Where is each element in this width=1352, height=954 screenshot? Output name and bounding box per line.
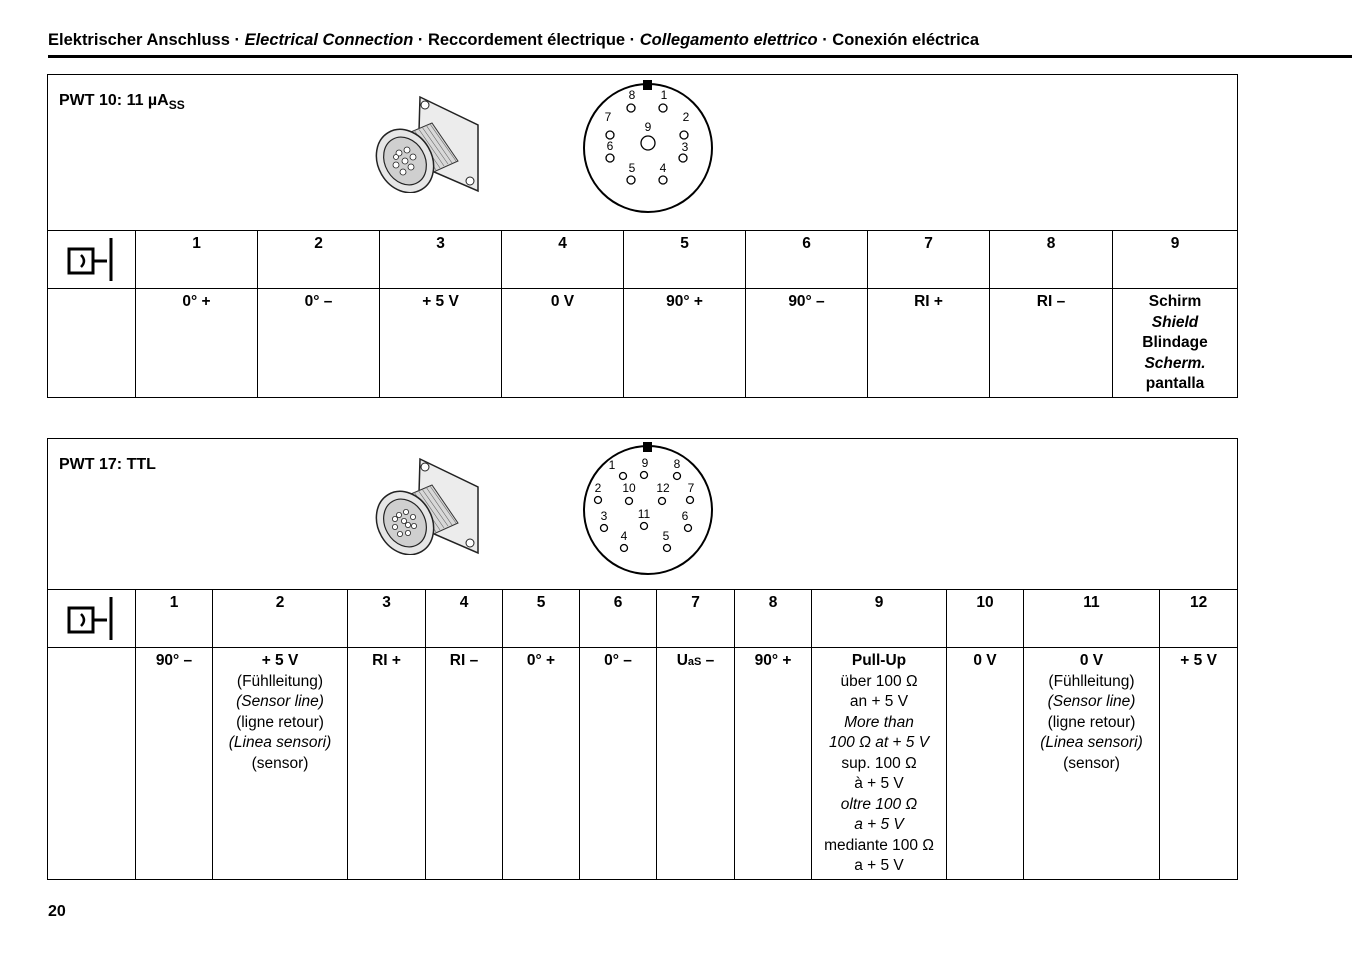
svg-text:7: 7 bbox=[687, 481, 695, 495]
signal-cell: 90° + bbox=[735, 648, 812, 880]
signal-cell: 0 V (Fühlleitung) (Sensor line) (ligne retour) (Linea sensori) (sensor) bbox=[1024, 648, 1160, 880]
pin-face-diagram bbox=[581, 442, 715, 576]
empty-cell bbox=[48, 648, 136, 880]
pin-number: 6 bbox=[580, 590, 657, 648]
signal-cell: RI – bbox=[990, 289, 1113, 398]
pin-number: 8 bbox=[990, 231, 1113, 289]
pwt17-title: PWT 17: TTL bbox=[59, 456, 156, 473]
svg-text:4: 4 bbox=[659, 161, 667, 175]
signal-cell: 0° + bbox=[503, 648, 580, 880]
pin-number: 10 bbox=[947, 590, 1024, 648]
pwt10-title-cell bbox=[48, 75, 1238, 231]
svg-text:9: 9 bbox=[641, 456, 649, 470]
header-rule bbox=[48, 55, 1352, 58]
svg-text:3: 3 bbox=[600, 509, 608, 523]
svg-text:1: 1 bbox=[660, 88, 668, 102]
pinout-table-pwt10 bbox=[47, 74, 1238, 398]
header-italian: Collegamento elettrico bbox=[639, 31, 818, 49]
header-german: Elektrischer Anschluss · bbox=[48, 31, 245, 49]
signal-cell: 0° – bbox=[258, 289, 380, 398]
shield-cell: Schirm Shield Blindage Scherm. pantalla bbox=[1113, 289, 1238, 398]
signal-cell: + 5 V bbox=[380, 289, 502, 398]
signal-cell: 0° – bbox=[580, 648, 657, 880]
signal-cell: + 5 V (Fühlleitung) (Sensor line) (ligne retour) (Linea sensori) (sensor) bbox=[213, 648, 348, 880]
svg-text:9: 9 bbox=[644, 120, 652, 134]
pin-number: 2 bbox=[213, 590, 348, 648]
pin-number: 5 bbox=[503, 590, 580, 648]
pin-number: 3 bbox=[380, 231, 502, 289]
svg-text:11: 11 bbox=[637, 507, 651, 521]
connector-symbol-icon bbox=[67, 235, 115, 282]
pin-number: 7 bbox=[868, 231, 990, 289]
page-header bbox=[48, 31, 979, 50]
pin-number: 5 bbox=[624, 231, 746, 289]
pin-number: 4 bbox=[426, 590, 503, 648]
pin-number: 12 bbox=[1160, 590, 1238, 648]
svg-text:2: 2 bbox=[682, 110, 690, 124]
svg-text:5: 5 bbox=[662, 529, 670, 543]
svg-text:7: 7 bbox=[604, 110, 612, 124]
svg-text:6: 6 bbox=[606, 139, 614, 153]
svg-text:10: 10 bbox=[622, 481, 636, 495]
pin-number: 3 bbox=[348, 590, 426, 648]
svg-text:8: 8 bbox=[673, 457, 681, 471]
connector-symbol-icon bbox=[67, 594, 115, 641]
signal-cell: 90° – bbox=[136, 648, 213, 880]
signal-cell: 0° + bbox=[136, 289, 258, 398]
pin-number: 7 bbox=[657, 590, 735, 648]
pwt17-title-cell bbox=[48, 439, 1238, 590]
signal-cell: Pull-Up über 100 Ω an + 5 V More than 100 Ω at + 5 V sup. 100 Ω à + 5 V oltre 100 Ω a + 5 V mediante 100 Ω a + 5 V bbox=[812, 648, 947, 880]
pin-face-diagram bbox=[581, 80, 715, 214]
pin-number: 1 bbox=[136, 590, 213, 648]
pin-number: 2 bbox=[258, 231, 380, 289]
signal-cell: RI + bbox=[868, 289, 990, 398]
signal-cell: RI + bbox=[348, 648, 426, 880]
svg-text:4: 4 bbox=[620, 529, 628, 543]
connector-image bbox=[370, 457, 482, 555]
svg-text:3: 3 bbox=[681, 140, 689, 154]
pin-number: 8 bbox=[735, 590, 812, 648]
connector-symbol-cell bbox=[48, 590, 136, 648]
pin-number: 11 bbox=[1024, 590, 1160, 648]
svg-text:8: 8 bbox=[628, 88, 636, 102]
signal-cell: UaS – bbox=[657, 648, 735, 880]
pin-number: 6 bbox=[746, 231, 868, 289]
empty-cell bbox=[48, 289, 136, 398]
pin-number: 9 bbox=[1113, 231, 1238, 289]
signal-cell: 90° + bbox=[624, 289, 746, 398]
page-number: 20 bbox=[48, 903, 66, 920]
pin-number: 9 bbox=[812, 590, 947, 648]
svg-text:12: 12 bbox=[656, 481, 670, 495]
pin-number: 4 bbox=[502, 231, 624, 289]
svg-text:1: 1 bbox=[608, 458, 616, 472]
signal-cell: + 5 V bbox=[1160, 648, 1238, 880]
header-spanish: · Conexión eléctrica bbox=[817, 31, 980, 49]
pwt10-title: PWT 10: 11 µA$_{SS}$ bbox=[59, 92, 185, 112]
svg-text:2: 2 bbox=[594, 481, 602, 495]
signal-cell: 90° – bbox=[746, 289, 868, 398]
svg-text:5: 5 bbox=[628, 161, 636, 175]
signal-cell: 0 V bbox=[947, 648, 1024, 880]
header-english: Electrical Connection bbox=[244, 31, 414, 49]
pinout-table-pwt17 bbox=[47, 438, 1238, 880]
signal-cell: RI – bbox=[426, 648, 503, 880]
connector-symbol-cell bbox=[48, 231, 136, 289]
header-french: · Reccordement électrique · bbox=[413, 31, 640, 49]
svg-text:6: 6 bbox=[681, 509, 689, 523]
pin-number: 1 bbox=[136, 231, 258, 289]
signal-cell: 0 V bbox=[502, 289, 624, 398]
connector-image bbox=[370, 95, 482, 193]
